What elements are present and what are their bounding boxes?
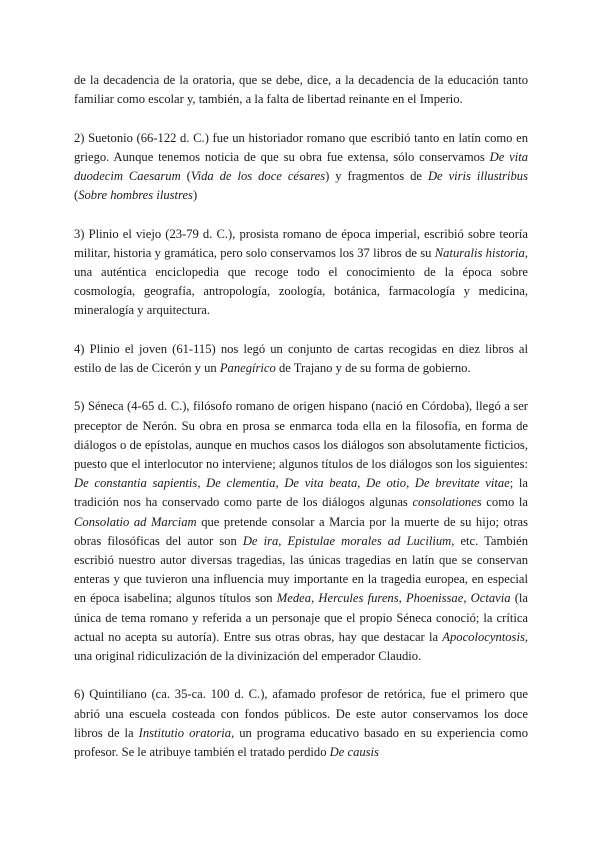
text-run: 4) Plinio el joven (61-115) nos legó un conjunto de cartas recogidas en diez libros al estilo de las de Cicerón y un xyxy=(74,341,528,375)
paragraph-quintiliano xyxy=(74,685,528,762)
text-run: ) y fragmentos de xyxy=(325,169,428,183)
text-run: , xyxy=(406,476,415,491)
work-title: Vida de los doce césares xyxy=(190,169,326,183)
text-run: ; la tradición nos ha conservado como parte de los diálogos algunas xyxy=(74,476,529,510)
work-title: Sobre hombres ilustres xyxy=(78,188,193,203)
text-run: de Trajano y de su forma de gobierno. xyxy=(275,361,471,375)
paragraph-decadencia-oratoria xyxy=(74,71,528,109)
text-run: de la decadencia de la oratoria, que se debe, dice, a la decadencia de la educación tanto familiar como escolar y, también, a la falta de libertad reinante en el Imperio. xyxy=(74,73,528,107)
work-title: consolationes xyxy=(412,495,482,510)
text-run: 2) Suetonio (66-122 d. C.) fue un historiador romano que escribió tanto en latín como en griego. Aunque tenemos noticia de que su obra fue extensa, sólo conservamos xyxy=(74,130,528,164)
text-run: 3) Plinio el viejo (23-79 d. C.), prosista romano de época imperial, escribió sobre teoría militar, historia y gramática, pero solo conservamos los 37 libros de su xyxy=(74,226,528,260)
work-title: Hercules furens xyxy=(318,591,399,606)
text-run: ) xyxy=(192,188,198,203)
text-run: , xyxy=(463,591,471,606)
paragraph-suetonio xyxy=(74,129,528,206)
text-run: (la única de tema romano y referida a un personaje que el propio Séneca conoció; la crítica actual no acepta su autoría). Entre sus otras obras, hay que destacar la xyxy=(74,591,529,644)
work-title: De viris illustribus xyxy=(427,169,528,183)
paragraph-plinio-joven xyxy=(74,340,528,378)
work-title: De brevitate vitae xyxy=(414,476,510,491)
text-run: como la xyxy=(481,495,528,510)
paragraph-plinio-viejo xyxy=(74,225,528,321)
work-title: Apocolocyntosis xyxy=(442,629,525,644)
text-run: , xyxy=(275,476,285,491)
work-title: Phoenissae xyxy=(405,591,464,606)
work-title: Naturalis historia xyxy=(434,245,525,260)
work-title: De clementia xyxy=(206,476,276,491)
text-run: ( xyxy=(74,188,79,203)
text-run: , una original ridiculización de la divinización del emperador Claudio. xyxy=(74,629,528,664)
work-title: De vita duodecim Caesarum xyxy=(74,149,529,183)
text-run: , xyxy=(398,591,406,606)
text-run: , una auténtica enciclopedia que recoge todo el conocimiento de la época sobre cosmología, geografía, antropología, zoología, botánica, farmacología y medicina, mineralogía y arquitectura. xyxy=(74,245,528,318)
work-title: De vita beata xyxy=(284,476,358,491)
paragraph-seneca xyxy=(74,397,528,666)
work-title: Epistulae morales ad Lucilium xyxy=(287,533,452,548)
work-title: De causis xyxy=(329,745,379,760)
work-title: Medea xyxy=(276,591,312,606)
text-run: 5) Séneca (4-65 d. C.), filósofo romano de origen hispano (nació en Córdoba), llegó a ser preceptor de Nerón. Su obra en prosa se enmarca toda ella en la filosofía, en forma de diálogos o de epístolas, aunque en muchos casos los diálogos son absolutamente ficticios, puesto que el interlocutor no interviene; algunos títulos de los diálogos son los siguientes: xyxy=(74,399,528,471)
text-run: , etc. También escribió nuestro autor diversas tragedias, las únicas tragedias en latín que se conservan enteras y que tuvieron una influencia muy importante en la tragedia europea, en especial en época isabelina; algunos títulos son xyxy=(74,533,528,606)
work-title: De ira xyxy=(242,533,279,548)
work-title: Octavia xyxy=(470,591,511,606)
work-title: Institutio oratoria xyxy=(138,725,232,740)
text-run: , xyxy=(311,591,319,606)
text-run: , xyxy=(357,476,367,491)
text-run: , xyxy=(278,533,288,548)
work-title: De constantia sapientis xyxy=(74,476,198,491)
work-title: De otio xyxy=(366,476,407,491)
work-title: Panegírico xyxy=(219,361,276,375)
text-run: , xyxy=(197,476,207,491)
work-title: Consolatio ad Marciam xyxy=(74,514,197,529)
text-run: ( xyxy=(180,169,191,183)
text-run: , un programa educativo basado en su experiencia como profesor. Se le atribuye también el tratado perdido xyxy=(74,725,528,760)
text-column xyxy=(74,71,528,781)
text-run: que pretende consolar a Marcia por la muerte de su hijo; otras obras filosóficas del autor son xyxy=(74,514,529,548)
text-run: 6) Quintiliano (ca. 35-ca. 100 d. C.), afamado profesor de retórica, fue el primero que abrió una escuela costeada con fondos públicos. De este autor conservamos los doce libros de la xyxy=(74,687,528,740)
